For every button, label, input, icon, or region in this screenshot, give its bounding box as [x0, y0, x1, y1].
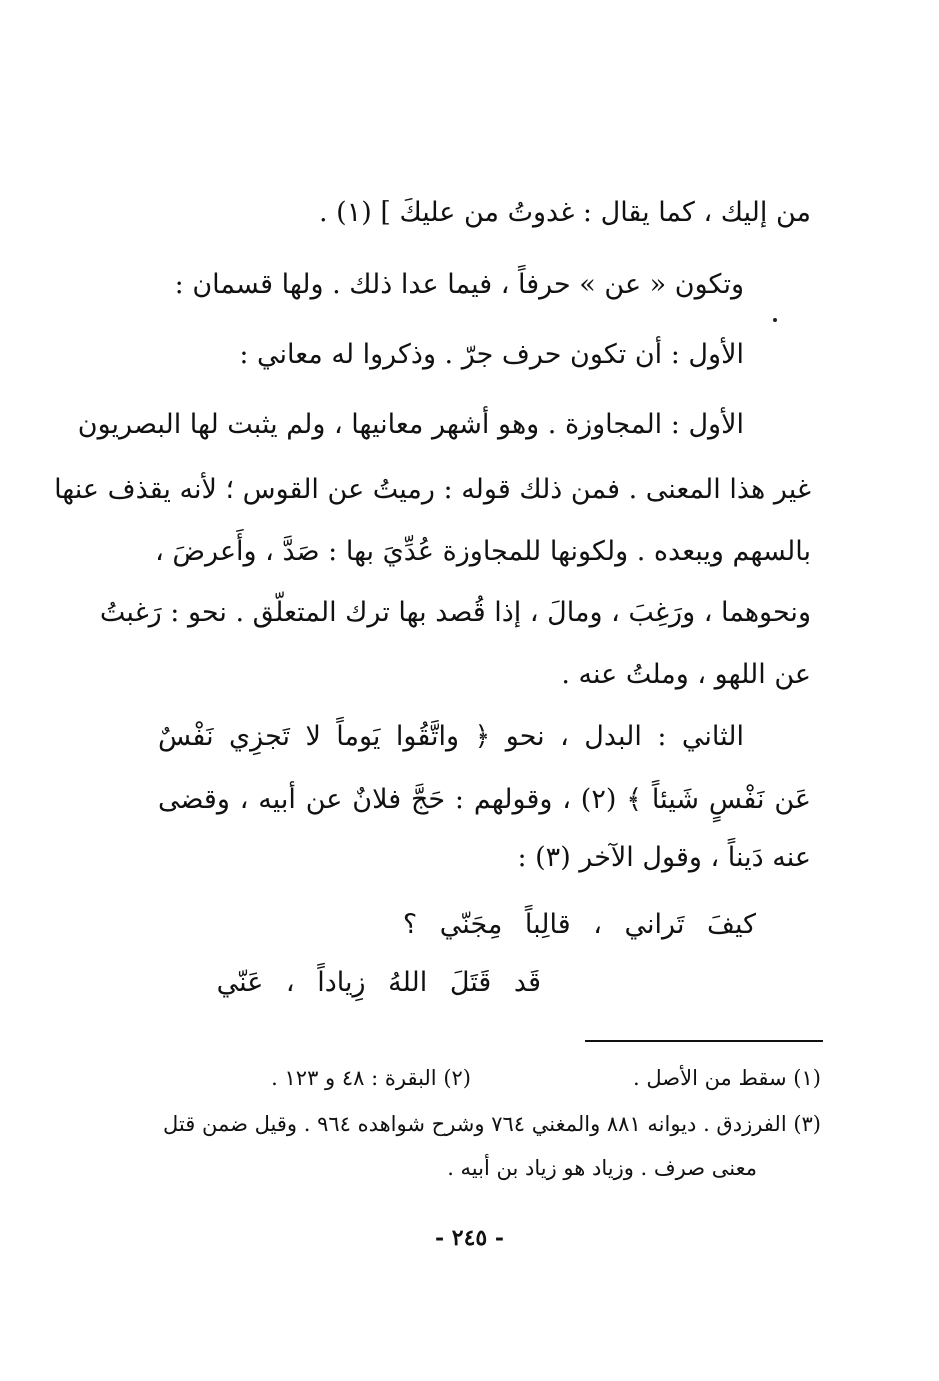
body-line-11: عنه دَيناً ، وقول الآخر (٣) :: [517, 842, 811, 873]
body-line-10: عَن نَفْسٍ شَيئاً ﴾ (٢) ، وقولهم : حَجَّ فلانٌ عن أبيه ، وقضى: [158, 784, 811, 815]
footnote-2: (٢) البقرة : ٤٨ و ١٢٣ .: [271, 1066, 471, 1090]
footnote-3-line-2: معنى صرف . وزياد هو زياد بن أبيه .: [447, 1156, 757, 1180]
verse-line-2: قَد قَتَلَ اللهُ زِياداً ، عَنّي: [216, 967, 541, 998]
page-number: - ٢٤٥ -: [434, 1225, 505, 1251]
footnote-divider: [585, 1040, 823, 1042]
body-line-6: بالسهم ويبعده . ولكونها للمجاوزة عُدِّيَ بها : صَدَّ ، وأَعرضَ ،: [155, 536, 811, 567]
body-line-7: ونحوهما ، ورَغِبَ ، ومالَ ، إذا قُصد بها ترك المتعلّق . نحو : رَغبتُ: [99, 597, 811, 628]
body-line-3: الأول : أن تكون حرف جرّ . وذكروا له معاني :: [239, 339, 744, 370]
stray-dot: [773, 318, 777, 322]
body-line-5: غير هذا المعنى . فمن ذلك قوله : رميتُ عن القوس ؛ لأنه يقذف عنها: [54, 474, 811, 505]
body-line-1: من إليك ، كما يقال : غدوتُ من عليكَ ] (١) .: [319, 197, 811, 228]
body-line-2: وتكون « عن » حرفاً ، فيما عدا ذلك . ولها قسمان :: [174, 269, 744, 300]
body-line-4: الأول : المجاوزة . وهو أشهر معانيها ، ولم يثبت لها البصريون: [77, 409, 744, 440]
body-line-8: عن اللهو ، وملتُ عنه .: [561, 659, 811, 690]
footnote-1: (١) سقط من الأصل .: [633, 1066, 821, 1090]
verse-line-1: كيفَ تَراني ، قالِباً مِجَنّي ؟: [402, 909, 756, 940]
footnote-3-line-1: (٣) الفرزدق . ديوانه ٨٨١ والمغني ٧٦٤ وشرح شواهده ٩٦٤ . وقيل ضمن قتل: [163, 1112, 821, 1136]
body-line-9: الثاني : البدل ، نحو ﴿ واتَّقُوا يَوماً لا تَجزِي نَفْسٌ: [158, 721, 744, 752]
